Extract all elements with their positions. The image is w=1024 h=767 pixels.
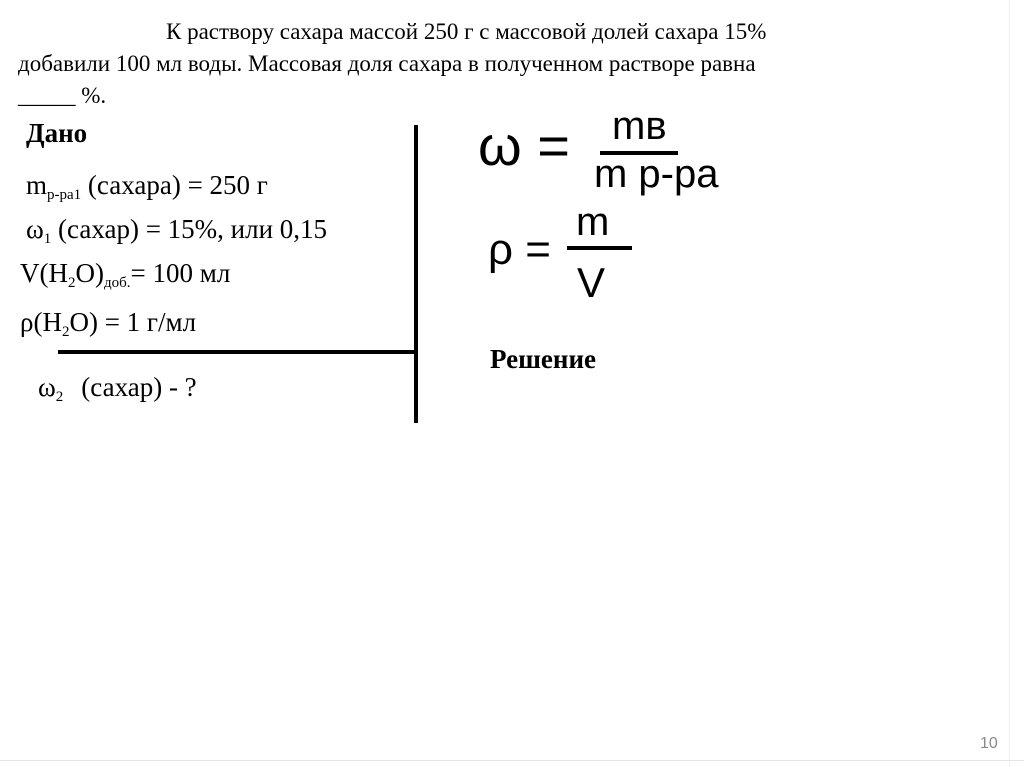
problem-line-3: _____ %.	[18, 83, 107, 108]
page-number: 10	[980, 735, 998, 752]
formula-rho-denominator: V	[577, 259, 606, 306]
given-water-volume	[20, 258, 230, 292]
given-omega-value: (сахар) = 15%, или 0,15	[51, 214, 328, 244]
solution-title: Решение	[490, 344, 596, 374]
problem-line-2: добавили 100 мл воды. Массовая доля сахара в полученном растворе равна	[18, 51, 756, 76]
formula-omega-lhs: ω =	[478, 114, 570, 177]
given-volume-subscript-2: доб.	[104, 275, 131, 291]
given-volume-mid: O)	[75, 258, 104, 288]
slide-bottom-border	[0, 760, 1024, 761]
formula-rho-fraction-bar	[567, 246, 632, 250]
given-volume-value: = 100 мл	[130, 258, 231, 288]
given-density-subscript: 2	[61, 324, 70, 340]
given-volume-prefix: V(H	[20, 258, 68, 288]
given-mass-value: (сахара) = 250 г	[81, 170, 268, 200]
given-find-divider	[58, 350, 416, 354]
given-omega-subscript: 1	[43, 231, 52, 247]
slide-right-border	[1009, 0, 1010, 767]
given-density-value: O) = 1 г/мл	[69, 307, 197, 337]
problem-line-1: К раствору сахара массой 250 г с массовой долей сахара 15%	[166, 19, 767, 44]
formula-rho-numerator: m	[576, 200, 610, 244]
given-omega-symbol: ω	[26, 214, 44, 244]
find-omega-symbol: ω	[38, 372, 56, 402]
given-solution-divider	[414, 125, 418, 423]
find-mass-fraction	[38, 372, 197, 406]
given-volume-subscript-1: 2	[68, 275, 76, 291]
formula-omega-denominator: m р-ра	[594, 152, 719, 196]
given-mass-subscript: р-ра1	[47, 187, 82, 203]
given-title: Дано	[26, 118, 88, 148]
given-mass-fraction	[26, 214, 327, 248]
given-density-prefix: ρ(H	[20, 307, 62, 337]
find-omega-value: (сахар) - ?	[81, 372, 197, 402]
problem-statement	[18, 16, 1008, 112]
given-mass-solution	[26, 170, 268, 204]
find-omega-subscript: 2	[55, 389, 64, 405]
formula-omega-numerator: mв	[612, 104, 667, 148]
given-water-density	[20, 307, 196, 341]
formula-rho-lhs: ρ =	[488, 225, 551, 274]
given-mass-symbol: m	[26, 170, 48, 200]
